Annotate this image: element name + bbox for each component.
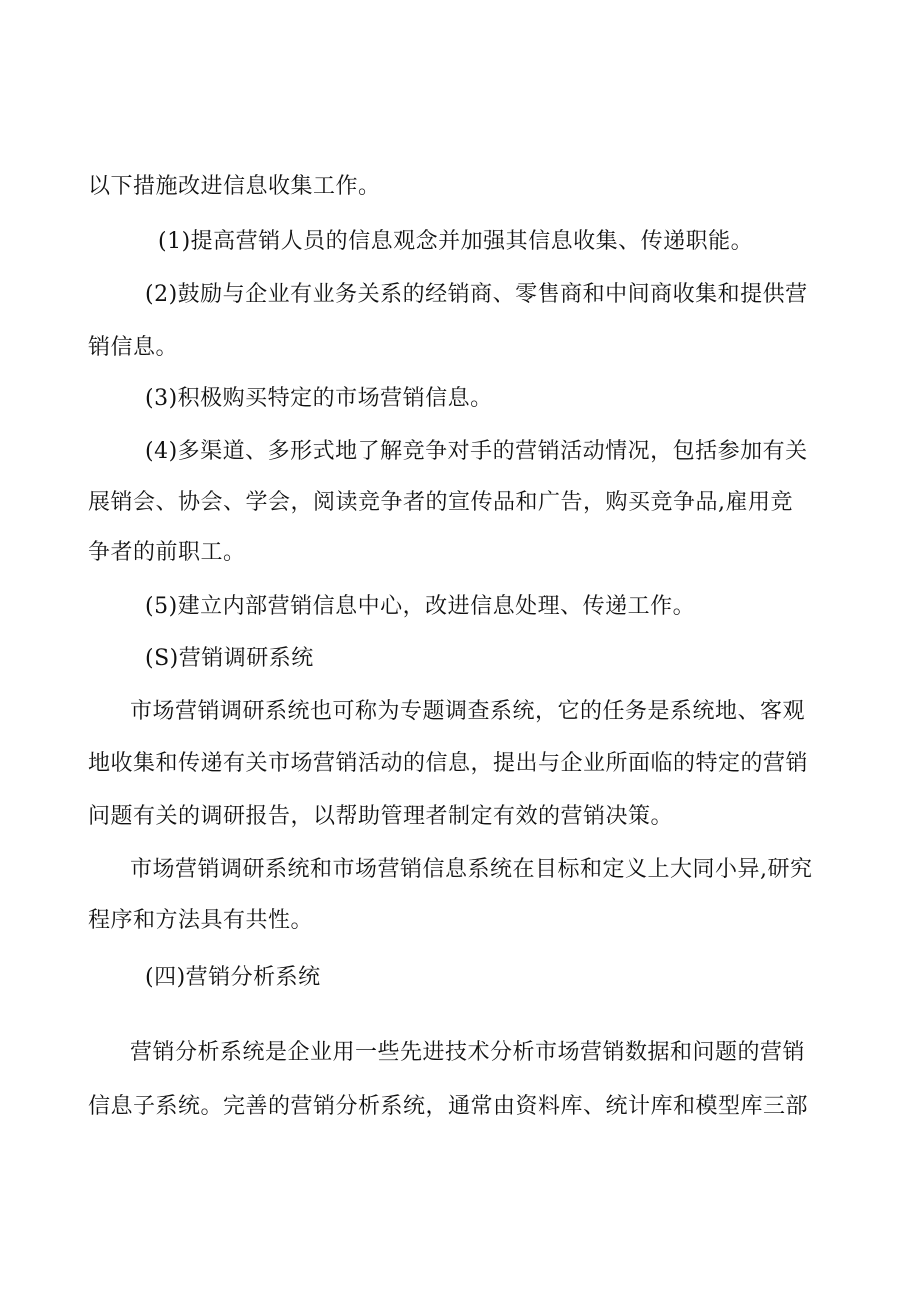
text-line: 市场营销调研系统也可称为专题调查系统，它的任务是系统地、客观 bbox=[130, 699, 806, 724]
text-line: (2)鼓励与企业有业务关系的经销商、零售商和中间商收集和提供营 bbox=[145, 282, 808, 307]
text-line: (1)提高营销人员的信息观念并加强其信息收集、传递职能。 bbox=[158, 229, 754, 254]
text-line: (3)积极购买特定的市场营销信息。 bbox=[145, 386, 493, 411]
text-line: 展销会、协会、学会，阅读竞争者的宣传品和广告，购买竞争品,雇用竞 bbox=[88, 490, 793, 515]
text-line: 以下措施改进信息收集工作。 bbox=[88, 174, 381, 199]
text-line: 销信息。 bbox=[88, 335, 179, 360]
text-line: 信息子系统。完善的营销分析系统，通常由资料库、统计库和模型库三部 bbox=[88, 1094, 809, 1119]
text-line: (四)营销分析系统 bbox=[145, 965, 321, 990]
text-line: 市场营销调研系统和市场营销信息系统在目标和定义上大同小异,研究 bbox=[130, 857, 813, 882]
text-line: (5)建立内部营销信息中心，改进信息处理、传递工作。 bbox=[145, 594, 696, 619]
text-line: 地收集和传递有关市场营销活动的信息，提出与企业所面临的特定的营销 bbox=[88, 751, 809, 776]
text-line: (4)多渠道、多形式地了解竞争对手的营销活动情况，包括参加有关 bbox=[145, 439, 808, 464]
text-line: 争者的前职工。 bbox=[88, 540, 246, 565]
text-line: 营销分析系统是企业用一些先进技术分析市场营销数据和问题的营销 bbox=[130, 1040, 806, 1065]
text-line: 问题有关的调研报告，以帮助管理者制定有效的营销决策。 bbox=[88, 804, 674, 829]
text-line: 程序和方法具有共性。 bbox=[88, 908, 314, 933]
text-line: (S)营销调研系统 bbox=[145, 646, 314, 671]
